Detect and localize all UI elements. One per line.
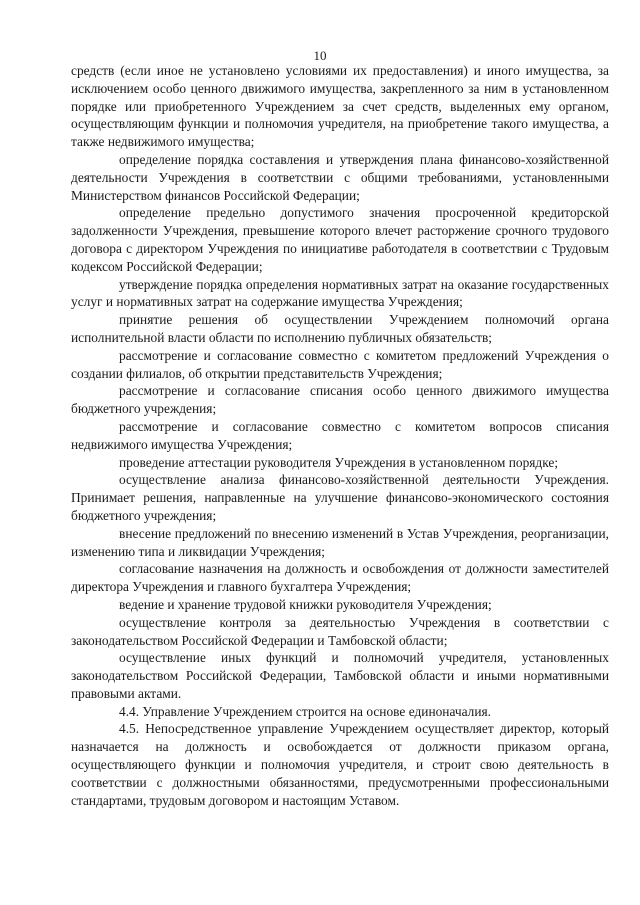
paragraph-control: осуществление контроля за деятельностью Учреждения в соответствии с законодательством Российской Федерации и Тамбовской области; <box>71 614 609 648</box>
paragraph-workbook: ведение и хранение трудовой книжки руководителя Учреждения; <box>119 596 492 612</box>
paragraph-section-4-5: 4.5. Непосредственное управление Учреждением осуществляет директор, который назначается на должность и освобождается от должности приказом органа, осуществляющего функции и полномочия учредителя, и строит свою деятельность в соответствии с должностными обязанностями, предусмотренными профессиональными стандартами, трудовым договором и настоящим Уставом. <box>71 721 609 808</box>
document-body <box>71 62 609 809</box>
paragraph-public-obligations: принятие решения об осуществлении Учреждением полномочий органа исполнительной власти области по исполнению публичных обязательств; <box>71 312 609 345</box>
page-number: 10 <box>313 48 327 63</box>
paragraph-normative-costs: утверждение порядка определения нормативных затрат на оказание государственных услуг и нормативных затрат на содержание имущества Учреждения; <box>71 276 609 310</box>
paragraph-appointments: согласование назначения на должность и освобождения от должности заместителей директора Учреждения и главного бухгалтера Учреждения; <box>71 561 609 595</box>
paragraph-continuation: средств (если иное не установлено условиями их предоставления) и иного имущества, за исключением особо ценного движимого имущества, закрепленного за ним в установленном порядке или приобретенного Учреждением за счет средств, выделенных ему органом, осуществляющим функции и полномочия учредителя, на приобретение такого имущества, а также недвижимого имущества; <box>71 63 609 150</box>
paragraph-branches: рассмотрение и согласование совместно с комитетом предложений Учреждения о создании филиалов, об открытии представительств Учреждения; <box>71 347 609 381</box>
paragraph-movable-writeoff: рассмотрение и согласование списания особо ценного движимого имущества бюджетного учреждения; <box>71 383 609 417</box>
paragraph-charter-changes: внесение предложений по внесению изменений в Устав Учреждения, реорганизации, изменению типа и ликвидации Учреждения; <box>71 525 609 559</box>
paragraph-debt-limit: определение предельно допустимого значения просроченной кредиторской задолженности Учреждения, превышение которого влечет расторжение срочного трудового договора с директором Учреждения по инициативе работодателя в соответствии с Трудовым кодексом Российской Федерации; <box>71 205 609 274</box>
paragraph-other-functions: осуществление иных функций и полномочий учредителя, установленных законодательством Российской Федерации, Тамбовской области и иными нормативными правовыми актами. <box>71 650 609 701</box>
paragraph-realestate-writeoff: рассмотрение и согласование совместно с комитетом вопросов списания недвижимого имущества Учреждения; <box>71 418 609 452</box>
paragraph-section-4-4: 4.4. Управление Учреждением строится на основе единоначалия. <box>119 703 492 719</box>
paragraph-attestation: проведение аттестации руководителя Учреждения в установленном порядке; <box>119 454 559 470</box>
paragraph-plan-fhd: определение порядка составления и утверждения плана финансово-хозяйственной деятельности Учреждения в соответствии с общими требованиями, установленными Министерством финансов Российской Федерации; <box>71 151 609 203</box>
paragraph-analysis: осуществление анализа финансово-хозяйственной деятельности Учреждения. Принимает решения, направленные на улучшение финансово-экономического состояния бюджетного учреждения; <box>71 472 609 523</box>
